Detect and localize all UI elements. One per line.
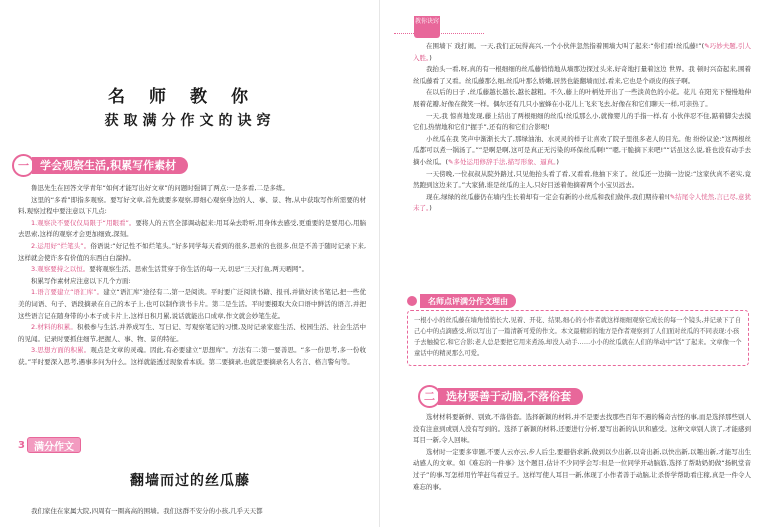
p8-text: 积极参与生活,并养成写生、写日记、写观察笔记的习惯,及时记录家庭生活、校园生活、社会生活中的见闻。记录时要抓住细节,把握人、事、物、景的特征。 — [18, 323, 366, 343]
section1-p7 — [18, 287, 366, 322]
essay-note-5: 多处运用修辞手法,描写形象、逼真。 — [453, 157, 557, 166]
section1-number: 一 — [12, 154, 35, 177]
essay-para-3: 在以后的日子 ,丝瓜藤越长越长,越长越粗。不久,藤上的叶柄处开出了一些淡黄色的小花。花儿 在阳光下慢慢地伸展着花瓣,好像在微笑一样。偶尔还有几只小蜜蜂在小花儿上飞来飞去,好像在和它们聊天一样,可亲热了。 — [413, 88, 751, 108]
section1-p5 — [18, 264, 366, 276]
section1-p3 — [18, 218, 366, 241]
page-title-line1: 名师教你 — [108, 87, 272, 107]
essay-para-6: 一天傍晚,一位叔叔从院外路过,只见他抬头看了看,又看看,他抽下来了。丝瓜还一边摘一边说:“这家伙真不老实,竟然跑到这边来了。”大家猜,谁是丝瓜的主人,只好目送着他摘着两个小宝贝远去。 — [413, 169, 751, 190]
p4-emphasis: 2.运用好“烂笔头”。 — [31, 241, 91, 250]
p5-emphasis: 3.观察要持之以恒。 — [31, 265, 90, 274]
essay-note-7-tail: ) — [429, 204, 432, 213]
essay-note-1: 巧妙夫题,引人入胜。 — [413, 42, 751, 62]
essay-note-1-tail: ) — [429, 53, 432, 62]
section1-heading — [12, 155, 188, 175]
p5-text: 要将观察生活、思索生活贯穿于你生活的每一天,切忌“三天打鱼,两天晒网”。 — [89, 265, 309, 274]
essay-para-4: 一天,我 惊喜地发现,藤上结出了两根细细的丝瓜!丝瓜那么小,就像婴儿的手指一样,有 小伙伴忍不住,踮着脚尖去摸它们,热情地和它们“握手”,还有的和它们合影呢! — [413, 111, 751, 132]
p7-text: 建立“语汇库”途径有二,第一是阅读。平时要广泛阅读书籍、报刊,并做好读书笔记,把一些优美的词语、句子、语段摘录在自己的本子上,也可以制作读书卡片。第二是生活。平时要摄取大众口语中鲜活的语言,并把这些语言记在随身带的小本子或卡片上,这样日积月累,说话就能出口成章,作文就会妙笔生花。 — [18, 288, 367, 320]
p3-text: 要将人的五官全部调动起来:用耳朵去聆听,用身体去感受,更重要的是要用心,用脑去思索,这样的观察才会更加细致,深刻。 — [18, 218, 367, 239]
p7-emphasis: 1.语言要建立“语汇库”。 — [31, 288, 104, 297]
section1-title: 学会观察生活,积累写作素材 — [32, 157, 188, 174]
section1-p8 — [18, 322, 366, 345]
section1-p9 — [18, 345, 366, 368]
section2-body — [413, 412, 751, 493]
pencil-icon: ✎ — [704, 42, 710, 50]
essay-para-1-text: 在围墙下 戏打闹。一天,我们正玩得高兴,一个小伙伴忽然指着围墙大叫了起来:“你们看!丝瓜藤!”( — [426, 42, 705, 50]
essay-continued — [413, 41, 751, 215]
section2-p1: 选材材料要新鲜、别致,不落俗套。选择新颖的材料,并不是要去找那些百年不遇的稀奇古怪的事,而是选择那些别人没有注意到或别人没有写到的。选择了新颖的材料,还要进行分析,要写出新的认识和感受。这种文章别人读了,才能感到耳目一新,令人回味。 — [413, 413, 751, 445]
pencil-icon: ✎ — [448, 157, 454, 166]
p8-emphasis: 2.材料的积累。 — [31, 323, 78, 332]
review-icon — [407, 296, 417, 306]
essay-para-2: 我抬头一看,呀,真的有一根细细的丝瓜藤悄悄地从墙那边探过头来,好奇地打量着这边 世界。我 顿时兴奋起来,围着丝瓜藤看了又看。丝瓜藤那么细,丝瓜叶那么娇嫩,居然也能翻墙而过,看来,它也是个顽皮的孩子啊。 — [413, 65, 751, 85]
p9-emphasis: 3.思想方面的积累。 — [31, 346, 91, 355]
section1-intro: 鲁迅先生在回答文学青年“如何才能写出好文章”的问题时强调了两点:一是多看,二是多练。 — [31, 184, 289, 192]
section1-p4 — [18, 241, 366, 264]
essay-para-1 — [413, 41, 751, 64]
essay-para-7 — [413, 192, 751, 215]
essay-first-line — [18, 506, 366, 518]
page-title-line2: 获取满分作文的诀窍 — [104, 113, 276, 129]
section2-p2: 选材时一定要多审题,不要人云亦云,步人后尘,要避俗求新,做到以少出新,以奇出新,以快出新,以趣出新,才能写出生动感人的文章。如《难忘的一件事》这个题目,估计不少同学会写:但是一位同学开动脑筋,选择了帮助奶奶做“扬帆堂音过子”的事,写怎样用竹竿赶鸟看豆子。这样写使人耳目一新,体现了小作者善于动脑,让杀侨学帮助看庄稼,真是一件令人难忘的事。 — [413, 447, 751, 491]
review-box: 一根小小的丝瓜藤在墙角悄悄长大,见着、开花、结果,细心的小作者就这样细细观察它成长的每一个镜头,并记录下了自己心中的点滴感受,所以写出了一篇清新可爱的作文。本文最精彩的地方是作者观察到了人们面对丝瓜的不同表现:小孩子去触摸它,和它合影;老人总是要把它用来煮汤,却没人动手……小小的丝瓜就在人们的举动中“活”了起来。文章像一个童话中的精灵那么可爱。 — [407, 310, 749, 366]
essay-para-5-text: 小丝瓜在我 笑声中渐渐长大了,那绿油油、水灵灵的样子让喜欢了院子里很多老人的目光。他 纷纷议论:“这两根丝瓜都可以煮一锅汤了。”“是啊是啊,这可是真正无污染的环保丝瓜啊!”“嗯,干脆摘下来吧!”“话虽这么说,谁也没有动手去摘小丝瓜。( — [413, 134, 751, 166]
tag-number: 3 — [18, 439, 25, 451]
p3-emphasis: 1.观察决不要仅仅局限于“用眼看”。 — [31, 218, 136, 227]
essay-first-line-text: 我们家住在家属大院,四周有一圈高高的围墙。我们这群不安分的小孩,几乎天天都 — [31, 507, 263, 515]
essay-note-5-tail: ) — [556, 157, 559, 166]
section2-number: 二 — [418, 385, 441, 408]
section1-body — [18, 183, 366, 369]
dotted-divider — [394, 33, 484, 34]
tag-label: 满分作文 — [27, 437, 81, 453]
essay-note-7: 结尾令人恍然,言已尽,意犹未了。 — [413, 192, 751, 213]
section1-p6: 积累写作素材应注意以下几个方面: — [31, 276, 131, 285]
section1-p2: 这里的“多看”即指多观察。要写好文章,首先就要多观察,即细心观察身边的人、事、景、物,从中获取写作所需要的材料,观察过程中要注意以下几点: — [18, 195, 366, 216]
corner-tag: 教你诀窍 — [414, 16, 440, 38]
review-label: 名师点评满分作文理由 — [420, 294, 516, 308]
pencil-icon: ✎ — [669, 192, 676, 201]
essay-para-7-text: 现在,绿绿的丝瓜藤仍在墙内生长着却有一定会有新的小丝瓜和我们做伴,我们期待着!( — [426, 192, 670, 201]
p4-text: 俗语说:“好记性不如烂笔头。”好多同学每天看到的很多,思索的也很多,但是不善于随时记录下来,这样就会使许多有价值的东西白白溜掉。 — [18, 241, 367, 262]
p9-text: 观点是文章的灵魂。因此,有必要建立“思想库”。方法有二:第一要善思。“多一份思考,多一份收获。”平时要深入思考,遇事多问为什么。这样就能透过现象看本质。第二要摘录,也就是要摘录名人名言、格言警句等。 — [18, 346, 366, 366]
full-score-tag — [18, 438, 81, 452]
review-heading — [407, 294, 516, 308]
section2-heading — [418, 386, 583, 406]
essay-title: 翻墙而过的丝瓜藤 — [130, 473, 250, 489]
section2-title: 选材要善于动脑,不落俗套 — [438, 388, 583, 405]
essay-para-5 — [413, 134, 751, 169]
